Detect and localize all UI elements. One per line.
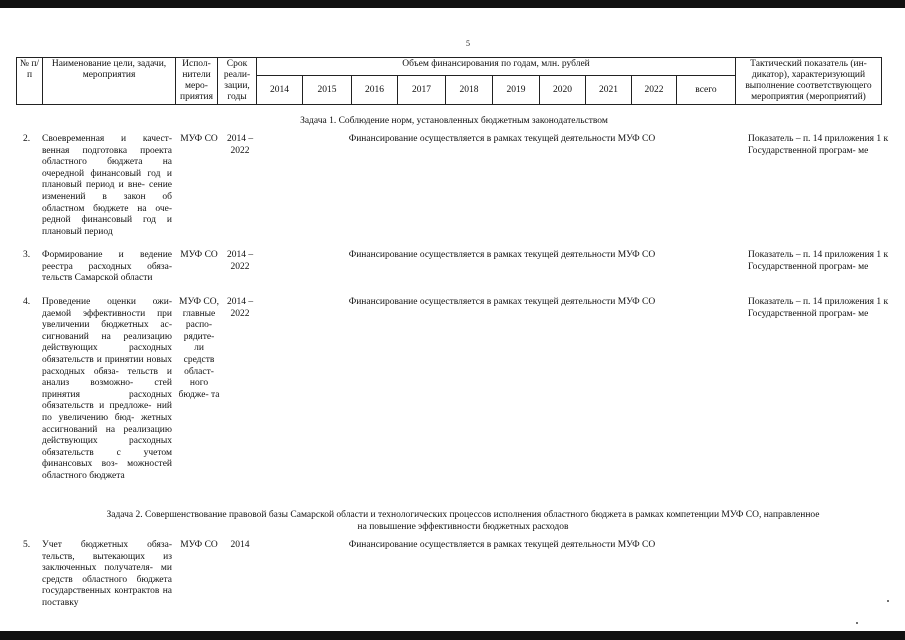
row-number: 4. — [23, 297, 31, 307]
header-year: 2021 — [586, 76, 632, 105]
row-financing: Финансирование осуществляется в рамках текущей деятельности МУФ СО — [348, 250, 656, 260]
header-term: Срок реали- зации, годы — [218, 58, 257, 105]
header-year-total: всего — [677, 76, 736, 105]
row-financing: Финансирование осуществляется в рамках текущей деятельности МУФ СО — [348, 297, 656, 307]
header-year: 2016 — [352, 76, 398, 105]
row-term: 2014 – 2022 — [226, 297, 254, 319]
row-executor: МУФ СО — [180, 540, 218, 550]
task-2-line-1: Задача 2. Совершенствование правовой базы Самарской области и технологических процессов исполнения областного бюджета в рамках компетенции МУФ СО, направленное — [106, 510, 820, 520]
row-executor: МУФ СО — [180, 250, 218, 260]
header-financing: Объем финансирования по годам, млн. рублей — [257, 58, 736, 76]
row-financing: Финансирование осуществляется в рамках текущей деятельности МУФ СО — [348, 134, 656, 144]
row-number: 2. — [23, 134, 31, 144]
task-1-heading: Задача 1. Соблюдение норм, установленных бюджетным законодательством — [300, 116, 608, 126]
row-name: Своевременная и качест- венная подготовка проекта областного бюджета на очередной финансовый год и плановый период и вне- сение изменений в закон об областном бюджете на оче- редной финансовый год и плановый период — [42, 134, 172, 237]
header-year: 2017 — [398, 76, 446, 105]
header-year: 2019 — [493, 76, 540, 105]
row-term: 2014 – 2022 — [226, 250, 254, 272]
row-number: 5. — [23, 540, 31, 550]
row-financing: Финансирование осуществляется в рамках текущей деятельности МУФ СО — [348, 540, 656, 550]
header-year: 2022 — [632, 76, 677, 105]
task-2-line-2: на повышение эффективности бюджетных расходов — [357, 521, 569, 532]
header-name: Наименование цели, задачи, мероприятия — [43, 58, 176, 105]
page-number: 5 — [466, 39, 470, 48]
header-year: 2020 — [540, 76, 586, 105]
header-year: 2014 — [257, 76, 303, 105]
header-year: 2018 — [446, 76, 493, 105]
bottom-border — [0, 631, 905, 640]
scan-speck — [856, 622, 858, 624]
row-indicator: Показатель – п. 14 приложения 1 к Государственной програм- ме — [748, 134, 889, 156]
scan-speck — [887, 600, 889, 602]
row-term: 2014 – 2022 — [226, 134, 254, 156]
row-executor: МУФ СО — [180, 134, 218, 144]
row-number: 3. — [23, 250, 31, 260]
top-border — [0, 0, 905, 8]
row-indicator: Показатель – п. 14 приложения 1 к Государственной програм- ме — [748, 250, 889, 272]
header-num: № п/п — [17, 58, 43, 105]
table-header — [16, 57, 882, 105]
header-year: 2015 — [303, 76, 352, 105]
row-executor: МУФ СО, главные распо- рядите- ли средств област- ного бюдже- та — [178, 297, 220, 400]
row-indicator: Показатель – п. 14 приложения 1 к Государственной програм- ме — [748, 297, 889, 319]
row-name: Учет бюджетных обяза- тельств, вытекающих из заключенных получателя- ми средств областного бюджета государственных контрактов на поставку — [42, 540, 172, 608]
row-name: Проведение оценки ожи- даемой эффективности при увеличении бюджетных ас- сигнований на реализацию действующих расходных обязательств и принятии новых расходных обяза- тельств и анализ возможно- стей принятия расходных обязательств и предложе- ний по увеличению бюд- жетных ассигнований на реализацию действующих расходных обязательств с учетом финансовых воз- можностей областного бюджета — [42, 297, 172, 481]
row-term: 2014 — [230, 540, 250, 550]
task-2-heading — [30, 510, 896, 533]
header-indicator: Тактический показатель (ин- дикатор), характеризующий выполнение соответствующего мероприятия (мероприятий) — [736, 58, 882, 105]
header-exec: Испол- нители меро- приятия — [176, 58, 218, 105]
row-name: Формирование и ведение реестра расходных обяза- тельств Самарской области — [42, 250, 172, 284]
